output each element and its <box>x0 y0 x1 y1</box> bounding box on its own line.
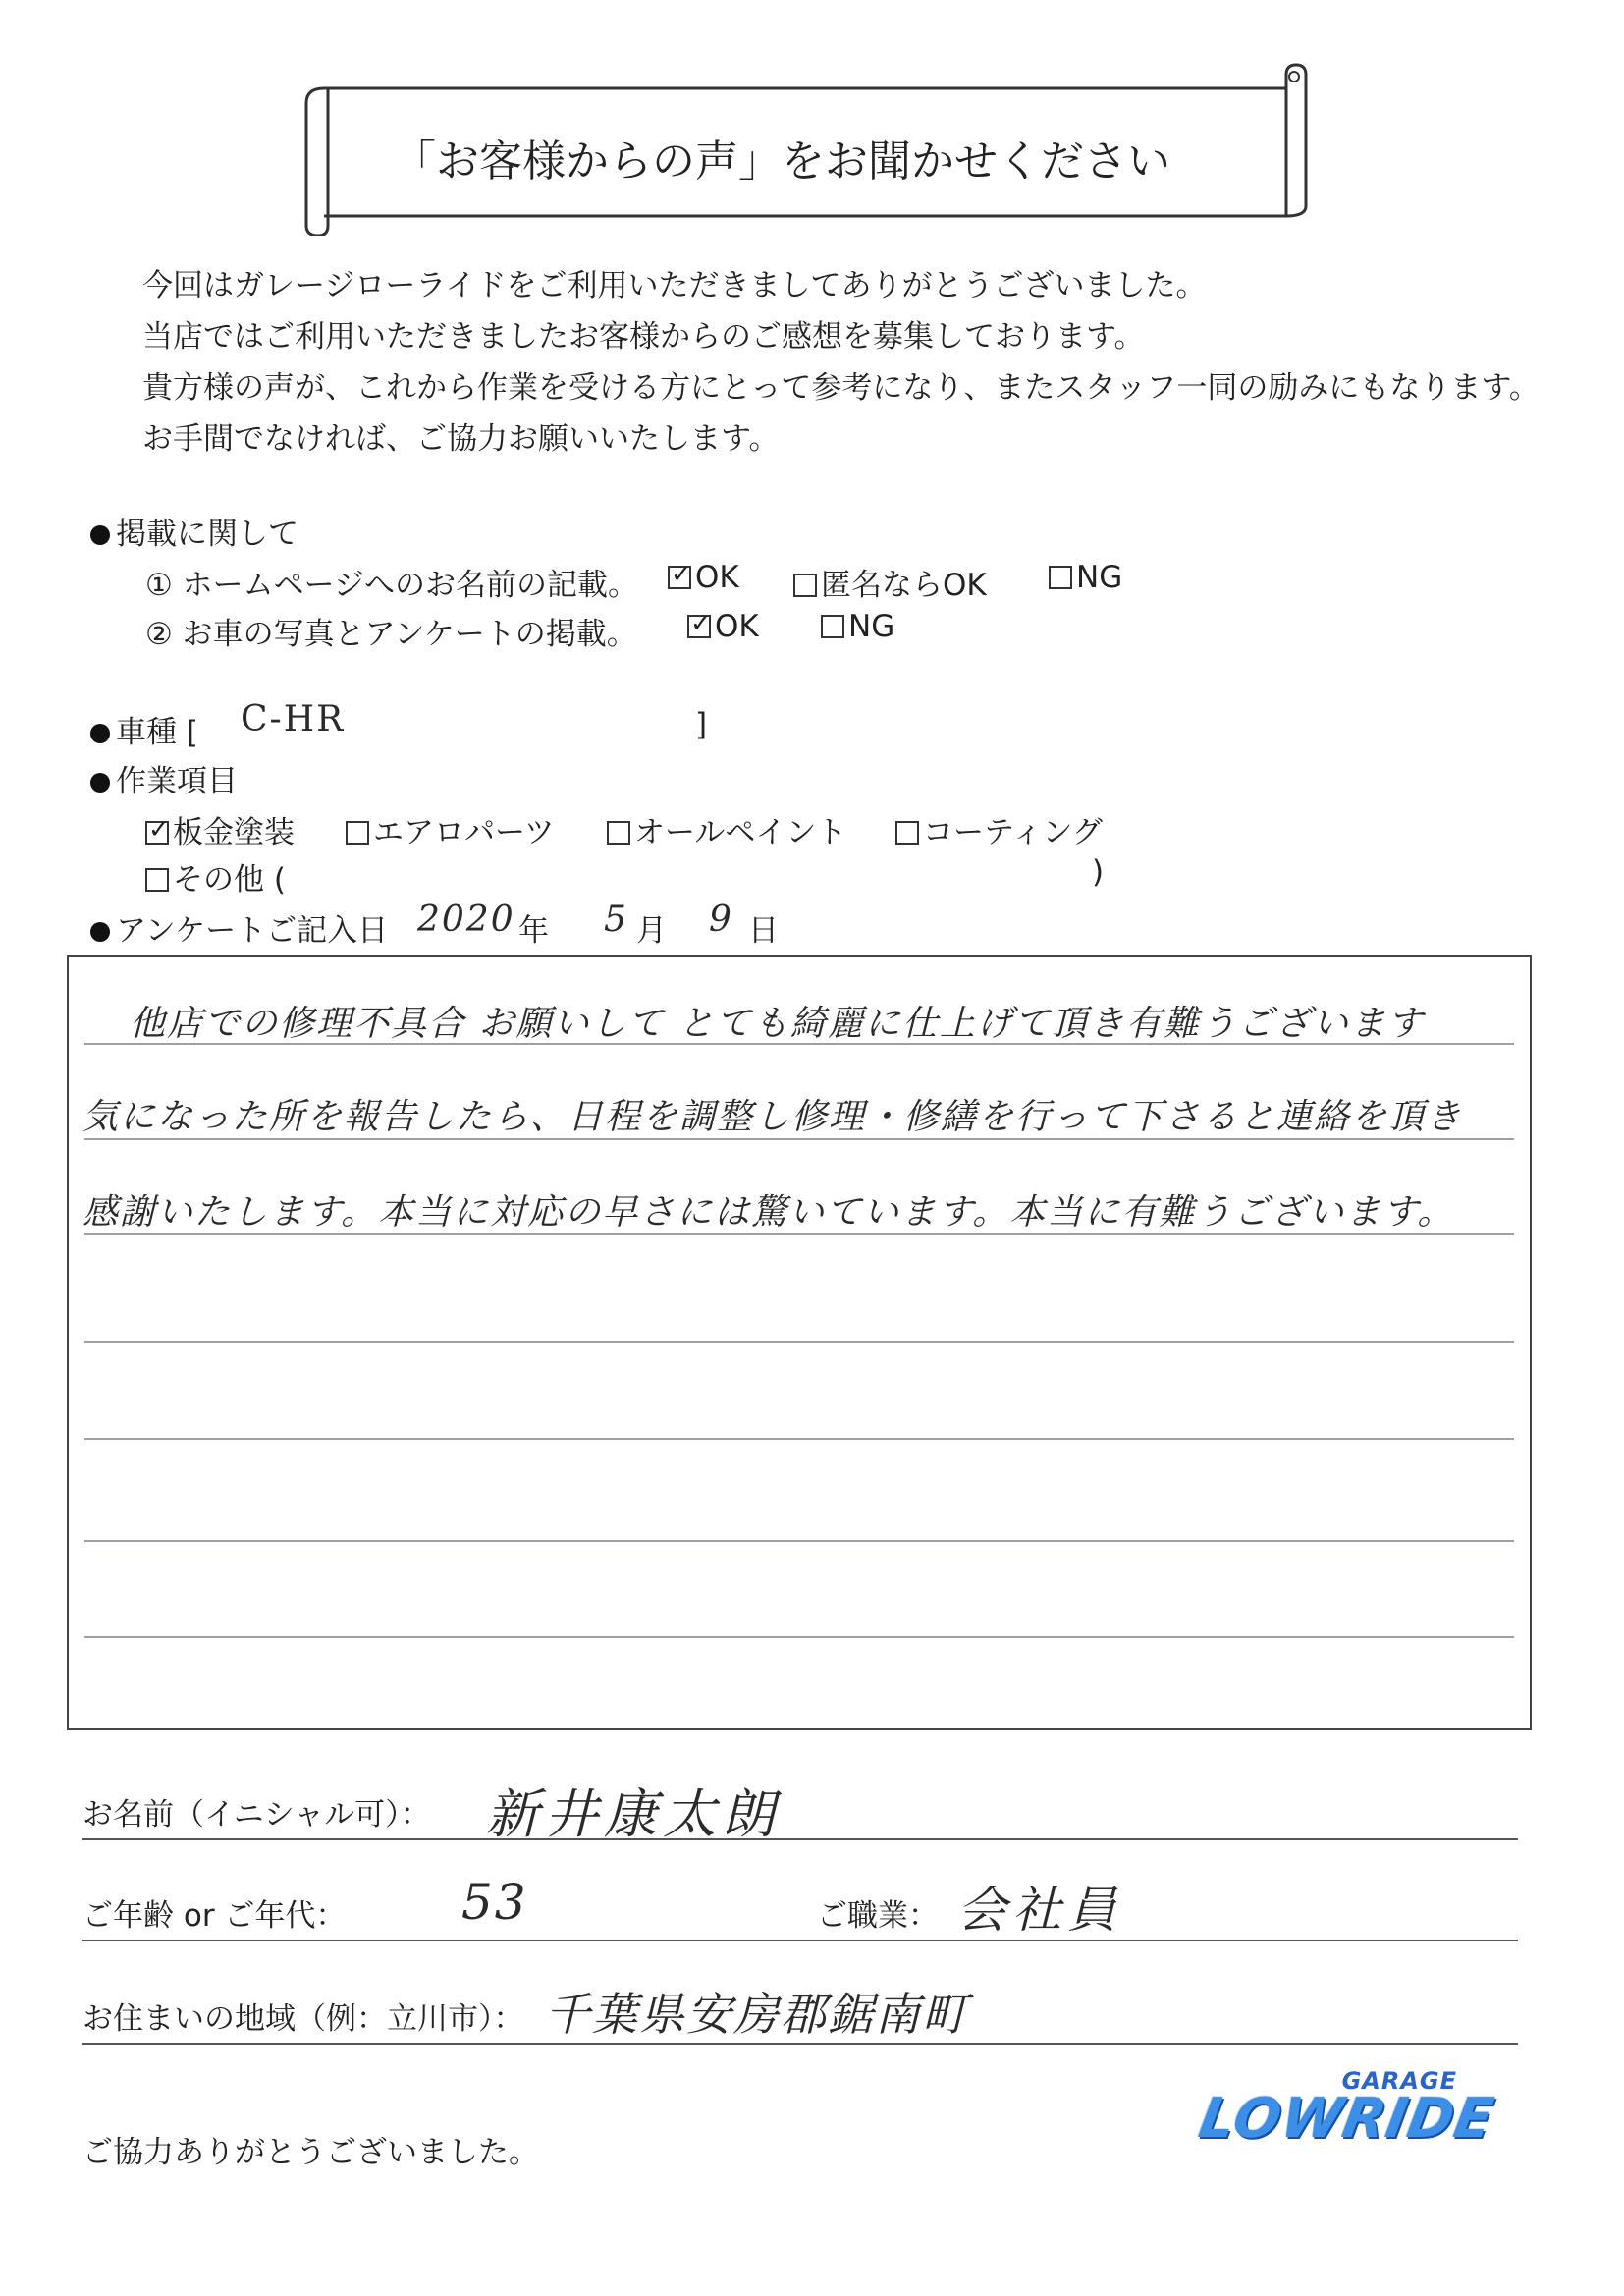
vehicle-close: ] <box>695 707 708 742</box>
date-day-unit: 日 <box>748 913 779 949</box>
intro-line: 当店ではご利用いただきましたお客様からのご感想を募集しております。 <box>142 319 1145 355</box>
intro-line: 今回はガレージローライドをご利用いただきましてありがとうございました。 <box>142 268 1207 303</box>
work-option-aero[interactable] <box>346 807 555 851</box>
q1-option-ng-label: NG <box>1076 560 1123 595</box>
q2-option-ng[interactable] <box>821 609 894 644</box>
comment-line: 気になった所を報告したら、日程を調整し修理・修繕を行って下さると連絡を頂き <box>82 1097 1464 1137</box>
name-value[interactable]: 新井康太朗 <box>486 1783 781 1845</box>
comment-rule <box>84 1540 1514 1542</box>
vehicle-value[interactable]: C-HR <box>241 699 346 739</box>
age-label: ご年齢 or ご年代： <box>82 1898 347 1934</box>
date-year-unit: 年 <box>518 913 549 949</box>
checkbox-checked-icon[interactable] <box>145 821 169 845</box>
checkbox-checked-icon[interactable] <box>668 566 691 589</box>
bullet-icon <box>90 724 110 743</box>
bullet-icon <box>90 773 110 793</box>
work-other-label: その他 ( <box>173 862 286 898</box>
work-option-bodywork[interactable] <box>145 807 295 851</box>
q1-option-ng[interactable] <box>1049 560 1122 595</box>
work-option-coating[interactable] <box>895 807 1103 851</box>
area-label: お住まいの地域（例：立川市）： <box>82 2001 524 2037</box>
banner-title: 「お客様からの声」をお聞かせください <box>393 137 1170 187</box>
q1-option-ok-label: OK <box>695 560 739 595</box>
checkbox-icon[interactable] <box>145 868 169 892</box>
comment-rule <box>84 1438 1514 1440</box>
work-option-label: オールペイント <box>634 815 847 850</box>
comment-line: 他店での修理不具合 お願いして とても綺麗に仕上げて頂き有難うございます <box>130 1004 1425 1044</box>
date-month[interactable]: 5 <box>604 900 628 940</box>
comment-rule <box>84 1341 1514 1343</box>
name-underline <box>82 1838 1518 1840</box>
area-underline <box>82 2043 1518 2045</box>
job-value[interactable]: 会社員 <box>957 1882 1122 1939</box>
comment-box[interactable] <box>67 955 1532 1730</box>
q2-label: ② お車の写真とアンケートの掲載。 <box>145 617 637 652</box>
footer-thanks: ご協力ありがとうございました。 <box>82 2135 539 2170</box>
checkbox-checked-icon[interactable] <box>687 615 711 638</box>
date-year[interactable]: 2020 <box>417 900 515 940</box>
work-heading-label: 作業項目 <box>116 764 238 799</box>
date-day[interactable]: 9 <box>709 900 733 940</box>
checkbox-icon[interactable] <box>346 821 369 845</box>
work-option-allpaint[interactable] <box>607 807 846 851</box>
publication-heading <box>90 509 298 553</box>
publication-q2 <box>145 609 637 653</box>
work-option-other[interactable] <box>145 854 286 899</box>
work-option-label: エアロパーツ <box>373 815 555 850</box>
publication-heading-label: 掲載に関して <box>116 517 298 552</box>
checkbox-icon[interactable] <box>895 821 919 845</box>
title-banner <box>295 59 1316 236</box>
work-heading <box>90 756 238 800</box>
intro-line: 貴方様の声が、これから作業を受ける方にとって参考になり、またスタッフ一同の励みにもなります。 <box>142 370 1540 406</box>
q2-option-ok[interactable] <box>687 609 759 644</box>
logo-main-text: LOWRIDE <box>1194 2087 1499 2151</box>
date-row <box>90 905 388 950</box>
intro-text <box>142 260 1540 465</box>
checkbox-icon[interactable] <box>793 574 817 597</box>
vehicle-label: 車種 [ <box>116 715 198 750</box>
publication-q1 <box>145 560 638 604</box>
date-month-unit: 月 <box>636 913 667 949</box>
job-label: ご職業： <box>817 1898 939 1934</box>
work-other-close: ) <box>1092 854 1105 890</box>
checkbox-icon[interactable] <box>607 821 630 845</box>
garage-lowride-logo <box>1194 2067 1499 2160</box>
q2-option-ok-label: OK <box>715 609 759 644</box>
intro-line: お手間でなければ、ご協力お願いいたします。 <box>142 421 780 457</box>
area-value[interactable]: 千葉県安房郡鋸南町 <box>545 1988 969 2041</box>
name-label: お名前（イニシャル可）： <box>82 1797 431 1832</box>
work-option-label: 板金塗装 <box>173 815 295 850</box>
age-job-underline <box>82 1940 1518 1941</box>
q1-option-ok[interactable] <box>668 560 739 595</box>
bullet-icon <box>90 922 110 942</box>
q2-option-ng-label: NG <box>848 609 895 644</box>
work-option-label: コーティング <box>923 815 1103 850</box>
logo-top-text: GARAGE <box>1341 2067 1457 2095</box>
checkbox-icon[interactable] <box>821 615 844 638</box>
checkbox-icon[interactable] <box>1049 566 1072 589</box>
bullet-icon <box>90 525 110 545</box>
comment-rule <box>84 1636 1514 1638</box>
date-label: アンケートご記入日 <box>116 913 389 949</box>
age-value[interactable]: 53 <box>461 1874 528 1931</box>
q1-option-anon-label: 匿名ならOK <box>821 568 987 603</box>
comment-line: 感謝いたします。本当に対応の早さには驚いています。本当に有難うございます。 <box>82 1192 1455 1232</box>
q1-label: ① ホームページへのお名前の記載。 <box>145 568 639 603</box>
vehicle-row <box>90 707 198 751</box>
q1-option-anon[interactable] <box>793 560 987 604</box>
